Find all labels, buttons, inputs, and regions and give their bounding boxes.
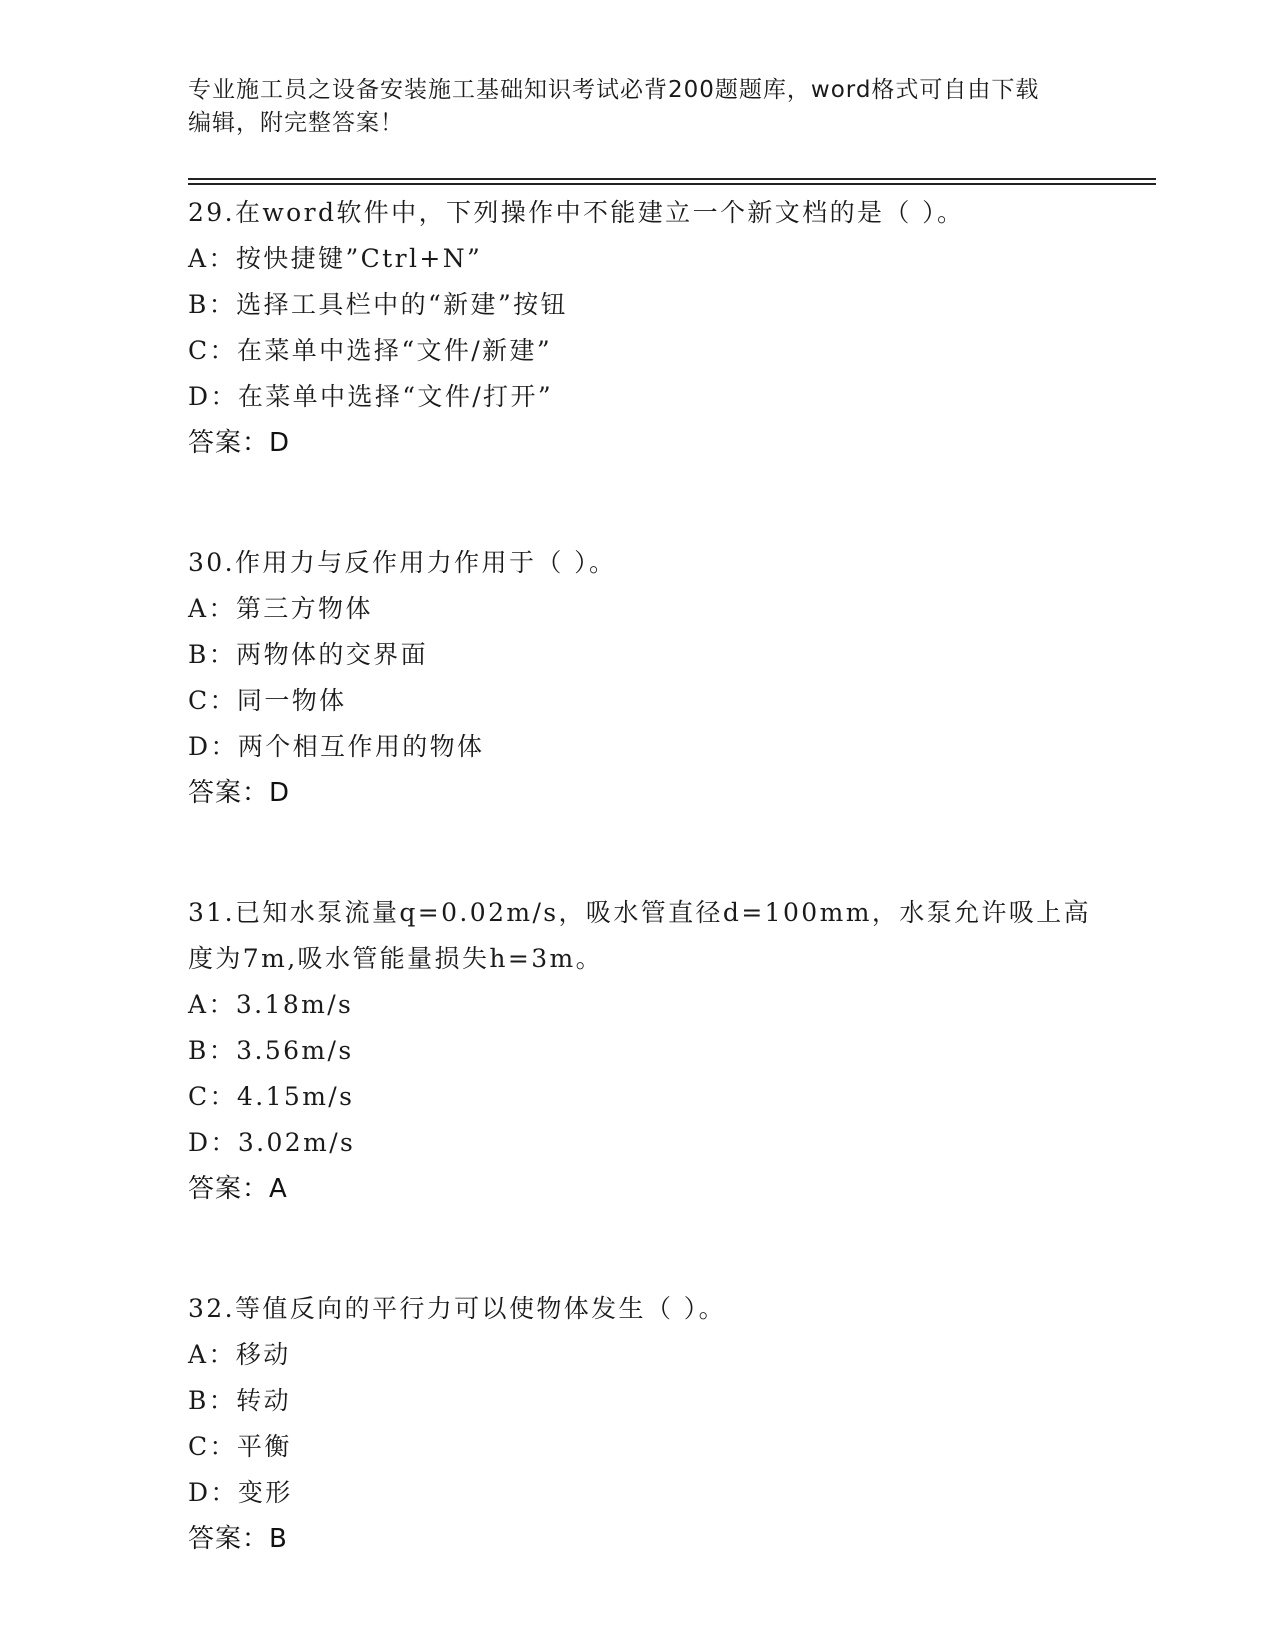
option-a: A：按快捷键”Ctrl+N” bbox=[188, 244, 483, 273]
option-c: C：4.15m/s bbox=[188, 1082, 355, 1111]
spacer bbox=[188, 1212, 1088, 1286]
option-a: A：第三方物体 bbox=[188, 594, 373, 623]
question-31 bbox=[188, 890, 1092, 1212]
option-b: B：3.56m/s bbox=[188, 1036, 354, 1065]
option-c: C：在菜单中选择“文件/新建” bbox=[188, 336, 553, 365]
header-divider-top bbox=[188, 178, 1156, 180]
question-32 bbox=[188, 1286, 1088, 1562]
spacer bbox=[188, 816, 1088, 890]
option-b: B：两物体的交界面 bbox=[188, 640, 428, 669]
answer-line: 答案：D bbox=[188, 778, 291, 808]
header-line-1: 专业施工员之设备安装施工基础知识考试必背200题题库，word格式可自由下载 bbox=[188, 77, 1040, 103]
question-stem: 32.等值反向的平行力可以使物体发生（ ）。 bbox=[188, 1294, 727, 1323]
question-29 bbox=[188, 190, 1088, 466]
answer-line: 答案：A bbox=[188, 1174, 288, 1204]
option-c: C：同一物体 bbox=[188, 686, 347, 715]
answer-line: 答案：D bbox=[188, 428, 291, 458]
option-d: D：3.02m/s bbox=[188, 1128, 356, 1157]
document-header bbox=[188, 74, 1088, 140]
question-30 bbox=[188, 540, 1088, 816]
header-line-2: 编辑，附完整答案！ bbox=[188, 110, 404, 136]
option-d: D：变形 bbox=[188, 1478, 293, 1507]
option-b: B：选择工具栏中的“新建”按钮 bbox=[188, 290, 568, 319]
question-stem-line-1: 31.已知水泵流量q=0.02m/s，吸水管直径d=100mm，水泵允许吸上高 bbox=[188, 898, 1092, 927]
spacer bbox=[188, 466, 1088, 540]
option-c: C：平衡 bbox=[188, 1432, 292, 1461]
option-a: A：3.18m/s bbox=[188, 990, 354, 1019]
option-b: B：转动 bbox=[188, 1386, 291, 1415]
option-d: D：两个相互作用的物体 bbox=[188, 732, 485, 761]
question-list bbox=[188, 190, 1092, 1562]
question-stem-line-2: 度为7m,吸水管能量损失h=3m。 bbox=[188, 944, 604, 973]
question-stem: 29.在word软件中，下列操作中不能建立一个新文档的是（ ）。 bbox=[188, 198, 965, 227]
option-a: A：移动 bbox=[188, 1340, 291, 1369]
answer-line: 答案：B bbox=[188, 1524, 288, 1554]
option-d: D：在菜单中选择“文件/打开” bbox=[188, 382, 554, 411]
header-divider-bottom bbox=[188, 183, 1156, 185]
question-stem: 30.作用力与反作用力作用于（ ）。 bbox=[188, 548, 617, 577]
